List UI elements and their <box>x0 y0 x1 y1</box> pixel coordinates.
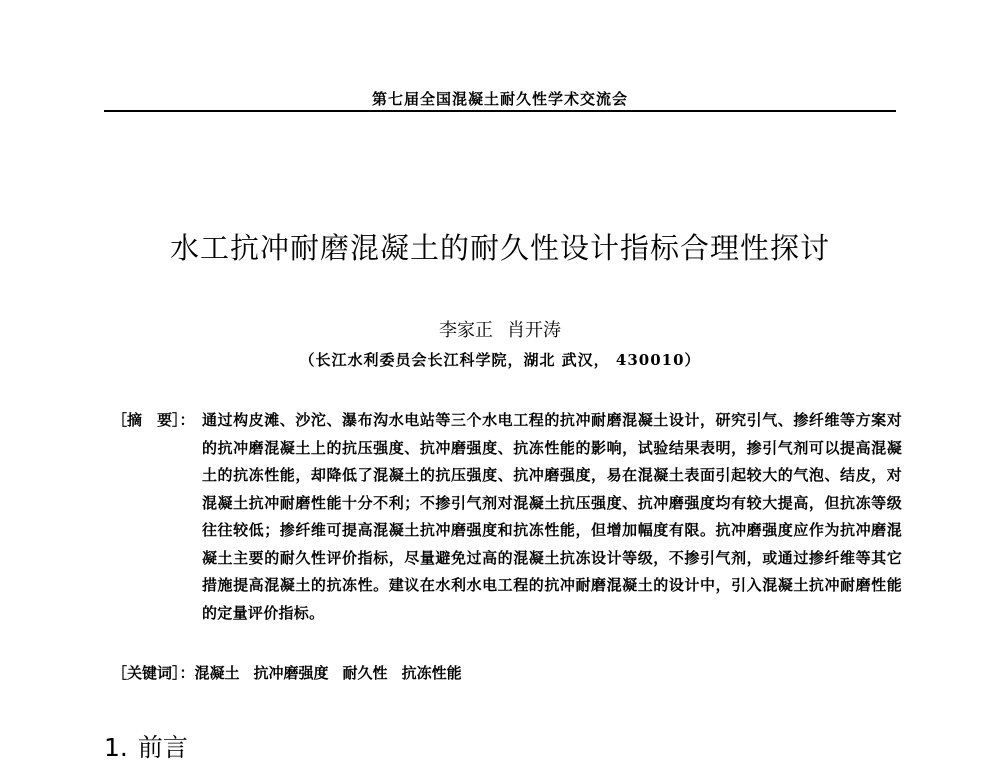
author-name: 肖开涛 <box>507 320 561 341</box>
keyword: 耐久性 <box>342 664 388 682</box>
author-name: 李家正 <box>439 320 493 341</box>
section-number: 1. <box>104 733 128 762</box>
author-list <box>0 316 1000 342</box>
keywords-label: ［关键词］： <box>112 664 195 682</box>
keywords-block <box>112 662 476 683</box>
keyword: 抗冻性能 <box>401 664 462 682</box>
section-title: 前言 <box>137 733 188 762</box>
section-heading <box>104 728 188 764</box>
keyword: 混凝土 <box>194 664 240 682</box>
paper-title: 水工抗冲耐磨混凝土的耐久性设计指标合理性探讨 <box>169 231 830 265</box>
header-rule <box>104 110 896 112</box>
keyword: 抗冲磨强度 <box>253 664 329 682</box>
abstract-text: 通过构皮滩、沙沱、瀑布沟水电站等三个水电工程的抗冲耐磨混凝土设计，研究引气、掺纤维等方案对的抗冲磨混凝土上的抗压强度、抗冲磨强度、抗冻性能的影响，试验结果表明，掺引气剂可以提高混凝土的抗冻性能，却降低了混凝土的抗压强度、抗冲磨强度，易在混凝土表面引起较大的气泡、结皮，对混凝土抗冲耐磨性能十分不利；不掺引气剂对混凝土抗压强度、抗冲磨强度均有较大提高，但抗冻等级往往较低；掺纤维可提高混凝土抗冲磨强度和抗冻性能，但增加幅度有限。抗冲磨强度应作为抗冲磨混凝土主要的耐久性评价指标，尽量避免过高的混凝土抗冻设计等级，不掺引气剂，或通过掺纤维等其它措施提高混凝土的抗冻性。建议在水利水电工程的抗冲耐磨混凝土的设计中，引入混凝土抗冲耐磨性能的定量评价指标。 <box>202 411 902 622</box>
abstract-label: ［摘 要］： <box>112 411 195 429</box>
running-header: 第七届全国混凝土耐久性学术交流会 <box>371 90 628 108</box>
affiliation: （长江水利委员会长江科学院，湖北 武汉， 430010） <box>299 351 701 369</box>
abstract-block <box>112 407 902 627</box>
